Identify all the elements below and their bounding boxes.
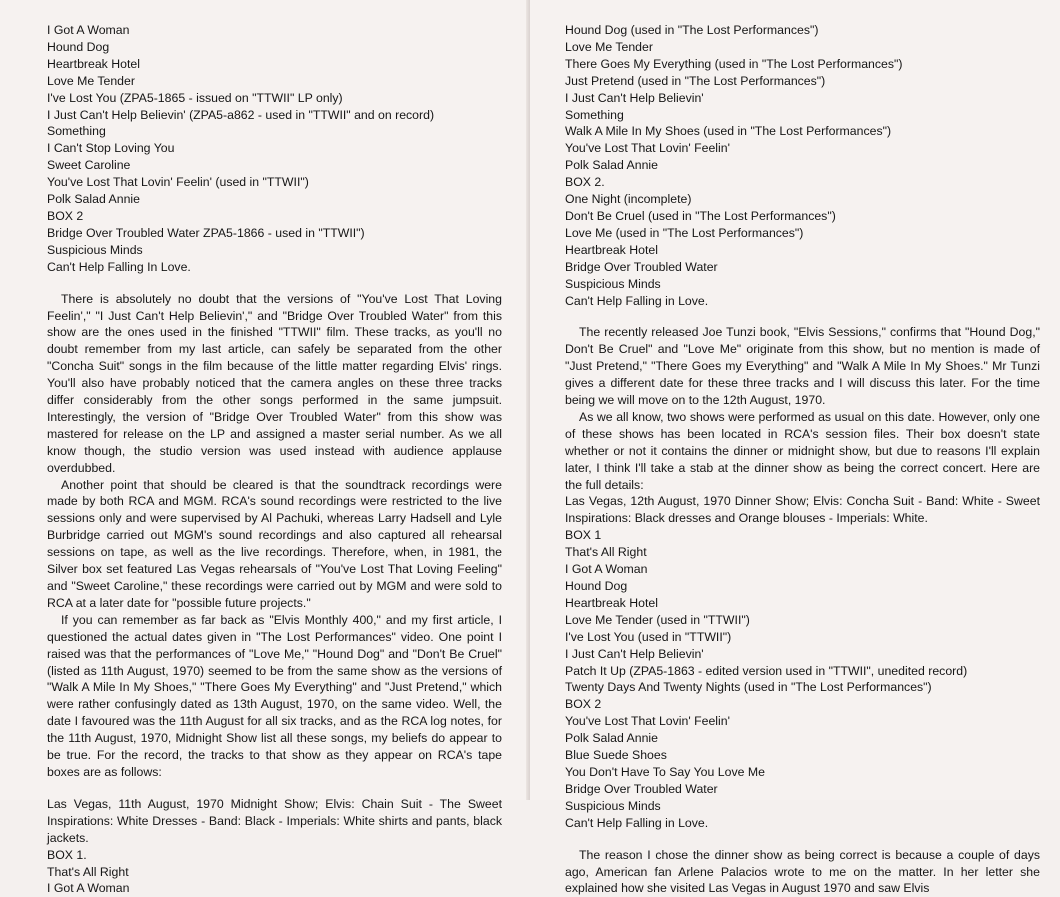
list-item: I Got A Woman (47, 881, 130, 896)
song-list (47, 22, 502, 276)
body-paragraph: The reason I chose the dinner show as being correct is because a couple of days ago, American fan Arlene Palacios wrote to me on the matter. In her letter she explained how she visited Las Vegas in August 1970 and saw Elvis (565, 847, 1040, 896)
list-item: Heartbreak Hotel (565, 242, 658, 257)
list-item: I've Lost You (used in "TTWII") (565, 629, 732, 644)
list-item: There Goes My Everything (used in "The Lost Performances") (565, 56, 903, 71)
list-item: BOX 1 (565, 528, 602, 543)
list-item: One Night (incomplete) (565, 192, 692, 207)
list-item: BOX 1. (47, 847, 87, 862)
list-item: Something (565, 107, 624, 122)
body-paragraph: As we all know, two shows were performed as usual on this date. However, only one of these shows has been located in RCA's session files. Their box doesn't state whether or not it contains the dinner or midnight show, but due to reasons I'll explain later, I think I'll take a stab at the dinner show as being the correct concert. Here are the full details: (565, 409, 1040, 492)
list-item: I Just Can't Help Believin' (565, 90, 704, 105)
list-item: I Got A Woman (47, 23, 130, 37)
list-item: Just Pretend (used in "The Lost Performances") (565, 73, 826, 88)
list-item: Love Me Tender (565, 39, 653, 54)
list-item: BOX 2 (47, 208, 84, 223)
song-list (565, 22, 1040, 309)
list-item: Don't Be Cruel (used in "The Lost Performances") (565, 208, 836, 223)
list-item: I Just Can't Help Believin' (ZPA5-a862 - used in "TTWII" and on record) (47, 107, 435, 122)
list-item: Bridge Over Troubled Water ZPA5-1866 - used in "TTWII") (47, 225, 365, 240)
list-item: You've Lost That Lovin' Feelin' (used in "TTWII") (47, 175, 309, 190)
list-item: That's All Right (47, 864, 129, 879)
list-item: BOX 2 (565, 697, 602, 712)
list-item: I Can't Stop Loving You (47, 141, 175, 156)
list-item: Can't Help Falling in Love. (565, 293, 709, 308)
list-item: Something (47, 124, 106, 139)
list-item: Polk Salad Annie (565, 158, 658, 173)
body-paragraph: The recently released Joe Tunzi book, "Elvis Sessions," confirms that "Hound Dog," Don't Be Cruel" and "Love Me" originate from this show, but no mention is made of "Just Pretend," "There Goes my Everything" and "Walk A Mile In My Shoes." Mr Tunzi gives a different date for these three tracks and I will discuss this later. For the time being we will move on to the 12th August, 1970. (565, 325, 1040, 408)
list-item: Bridge Over Troubled Water (565, 781, 718, 796)
left-page (0, 0, 530, 896)
right-page (530, 0, 1060, 896)
list-item: Heartbreak Hotel (565, 595, 658, 610)
list-item: You've Lost That Lovin' Feelin' (565, 714, 730, 729)
list-item: I've Lost You (ZPA5-1865 - issued on "TTWII" LP only) (47, 90, 343, 105)
list-item: Walk A Mile In My Shoes (used in "The Lost Performances") (565, 124, 892, 139)
list-item: BOX 2. (565, 175, 605, 190)
list-item: Suspicious Minds (565, 276, 661, 291)
list-item: Patch It Up (ZPA5-1863 - edited version used in "TTWII", unedited record) (565, 663, 968, 678)
body-paragraph: If you can remember as far back as "Elvis Monthly 400," and my first article, I questioned the actual dates given in "The Lost Performances" video. One point I raised was that the performances of "Love Me," "Hound Dog" and "Don't Be Cruel" (listed as 11th August, 1970) seemed to be from the same show as the versions of "Walk A Mile In My Shoes," "There Goes My Everything" and "Just Pretend," which were rather confusingly dated as 13th August, 1970, on the same video. Well, the date I favoured was the 11th August for all six tracks, and as the RCA log notes, for the 11th August, 1970, Midnight Show list all these songs, my beliefs do appear to be true. For the record, the tracks to that show as they appear on RCA's tape boxes are as follows: (47, 612, 502, 779)
song-list (47, 847, 502, 897)
list-item: Bridge Over Troubled Water (565, 259, 718, 274)
list-item: Hound Dog (565, 579, 628, 593)
list-item: That's All Right (565, 545, 647, 560)
show-header: Las Vegas, 11th August, 1970 Midnight Show; Elvis: Chain Suit - The Sweet Inspirations: White Dresses - Band: Black - Imperials: White shirts and pants, black jackets. (47, 796, 502, 845)
list-item: I Just Can't Help Believin' (565, 646, 704, 661)
list-item: Sweet Caroline (47, 158, 131, 173)
list-item: Love Me Tender (47, 73, 135, 88)
list-item: You Don't Have To Say You Love Me (565, 764, 765, 779)
list-item: Hound Dog (47, 39, 110, 54)
body-paragraph: Another point that should be cleared is that the soundtrack recordings were made by both RCA and MGM. RCA's sound recordings were restricted to the live sessions only and were supervised by Al Pachuki, whereas Larry Hadsell and Lyle Burbridge carried out MGM's sound recordings and also captured all rehearsal sessions on tape, as well as the live recordings. Therefore, when, in 1981, the Silver box set featured Las Vegas rehearsals of "You've Lost That Loving Feeling" and "Sweet Caroline," these recordings were carried out by MGM and were sold to RCA at a later date for "possible future projects." (47, 477, 502, 610)
body-paragraph: There is absolutely no doubt that the versions of "You've Lost That Loving Feelin'," "I Just Can't Help Believin'," and "Bridge Over Troubled Water" from this show are the ones used in the finished "TTWII" film. These tracks, as you'll no doubt remember from my last article, can safely be separated from the other "Concha Suit" songs in the film because of the little matter regarding Elvis' rings. You'll also have probably noticed that the camera angles on these three tracks differ considerably from the other songs performed in the same jumpsuit. Interestingly, the version of "Bridge Over Troubled Water" from this show was mastered for release on the LP and assigned a master serial number. As we all know though, the studio version was used instead with audience applause overdubbed. (47, 291, 502, 475)
list-item: Polk Salad Annie (47, 192, 140, 207)
list-item: Twenty Days And Twenty Nights (used in "The Lost Performances") (565, 680, 932, 695)
list-item: You've Lost That Lovin' Feelin' (565, 141, 730, 156)
show-header: Las Vegas, 12th August, 1970 Dinner Show; Elvis: Concha Suit - Band: White - Sweet Inspirations: Black dresses and Orange blouses - Imperials: White. (565, 494, 1040, 526)
list-item: Suspicious Minds (47, 242, 143, 257)
list-item: Heartbreak Hotel (47, 56, 140, 71)
list-item: Hound Dog (used in "The Lost Performances") (565, 23, 819, 37)
list-item: Suspicious Minds (565, 798, 661, 813)
list-item: Polk Salad Annie (565, 731, 658, 746)
list-item: Blue Suede Shoes (565, 748, 667, 763)
list-item: Love Me Tender (used in "TTWII") (565, 612, 750, 627)
list-item: Can't Help Falling In Love. (47, 259, 191, 274)
list-item: I Got A Woman (565, 562, 648, 577)
song-list (565, 527, 1040, 831)
list-item: Love Me (used in "The Lost Performances") (565, 225, 804, 240)
list-item: Can't Help Falling in Love. (565, 815, 709, 830)
